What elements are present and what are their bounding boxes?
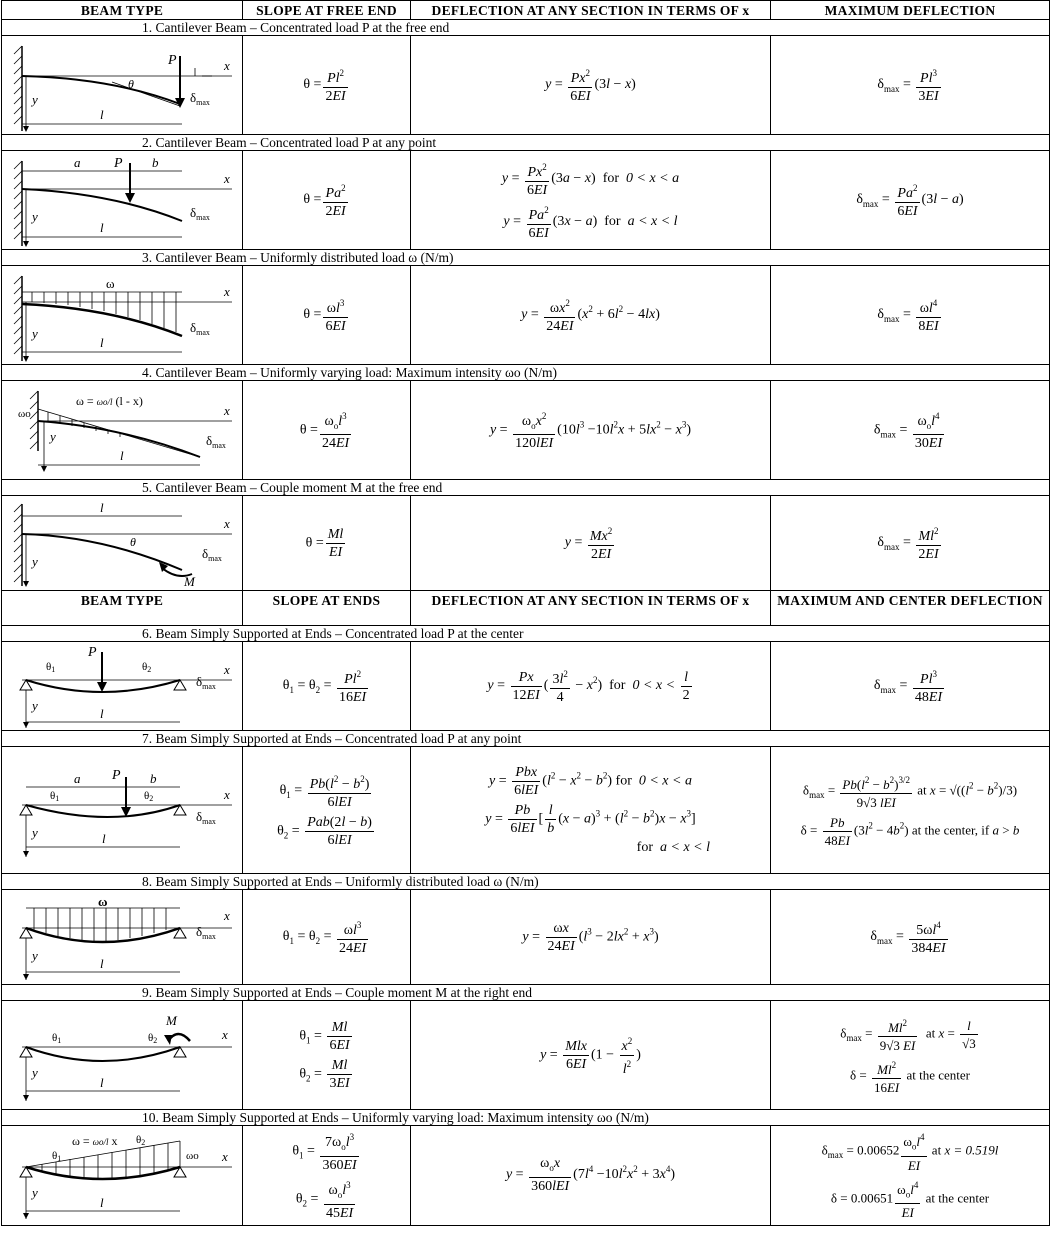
- case-7-deflection: y = Pbx 6lEI $(l^2 - x^2 - b^2)$ for 0 < x < a y = Pb 6lEI [ $\frac{l}{b}$ $(x - a)^3 + (l^2 - b^2)x - x^3$] for a < x < l: [411, 747, 771, 874]
- svg-text:l: l: [100, 1195, 104, 1211]
- case-1-caption: 1. Cantilever Beam – Concentrated load P at the free end: [2, 20, 1050, 36]
- case-8-caption: 8. Beam Simply Supported at Ends – Uniformly distributed load ω (N/m): [2, 874, 1050, 890]
- header-row-2: [2, 591, 1050, 626]
- case-6-slope: $\theta_1 = \theta_2$ = $\frac{Pl^2}{16EI}$: [243, 642, 411, 731]
- case-4-max: $\delta_{max}$ = $\omega_ol^4$ 30EI: [771, 381, 1050, 480]
- svg-text:x: x: [224, 403, 230, 418]
- svg-text:y: y: [32, 1185, 38, 1201]
- case-caption: [2, 250, 1050, 266]
- svg-text:b: b: [150, 771, 157, 786]
- case-6-max: $\delta_{max}$ = $\frac{Pl^3}{48EI}$: [771, 642, 1050, 731]
- case-5-deflection: y = $\frac{Mx^2}{2EI}$: [411, 496, 771, 591]
- case-9-diagram: [2, 1001, 243, 1110]
- case-2-diagram: [2, 151, 243, 250]
- case-9-slope: $\theta_1$ = $\frac{Ml}{6EI}$ $\theta_2$ = $\frac{Ml}{3EI}$: [243, 1001, 411, 1110]
- case-1-deflection: y = $\frac{Px^2}{6EI}$ (3l − x): [411, 36, 771, 135]
- case-4-caption: 4. Cantilever Beam – Uniformly varying load: Maximum intensity ωo (N/m): [2, 365, 1050, 381]
- svg-text:l: l: [100, 956, 104, 971]
- header-deflection: DEFLECTION AT ANY SECTION IN TERMS OF x: [411, 1, 771, 20]
- case-8-diagram: [2, 890, 243, 985]
- case-4-diagram: [2, 381, 243, 480]
- svg-text:y: y: [32, 209, 38, 224]
- case-2-caption: 2. Cantilever Beam – Concentrated load P at any point: [2, 135, 1050, 151]
- case-row: [2, 36, 1050, 135]
- svg-text:a: a: [74, 155, 81, 170]
- svg-text:l: l: [100, 220, 104, 235]
- case-7-max: $\delta_{max}$ = $Pb(l^2 - b^2)^{3/2}$ 9√3 lEI at $x = √((l^2 - b^2)/3)$ δ = $\frac{Pb}{48EI}$ $(3l^2 - 4b^2)$ at the center, if a > b: [771, 747, 1050, 874]
- case-10-slope: $\theta_1$ = $7\omega_ol^3$ 360EI $\theta_2$ = $\omega_ol^3$ 45EI: [243, 1126, 411, 1226]
- case-4-slope: θ = $\omega_ol^3$ 24EI: [243, 381, 411, 480]
- case-row: [2, 151, 1050, 250]
- svg-text:l: l: [100, 1075, 104, 1090]
- svg-text:y: y: [32, 554, 38, 569]
- svg-text:b: b: [152, 155, 159, 170]
- case-8-slope: $\theta_1 = \theta_2$ = $\frac{\omega l^3}{24EI}$: [243, 890, 411, 985]
- svg-text:θ: θ: [130, 535, 136, 549]
- case-caption: [2, 135, 1050, 151]
- svg-text:θ2: θ2: [142, 661, 152, 674]
- svg-text:l: l: [100, 335, 104, 350]
- case-3-caption: 3. Cantilever Beam – Uniformly distributed load ω (N/m): [2, 250, 1050, 266]
- svg-text:δmax: $\delta_{max}$: [190, 90, 210, 107]
- svg-text:P: P: [88, 645, 97, 660]
- case-1-max: $\delta_{max}$ = $\frac{Pl^3}{3EI}$: [771, 36, 1050, 135]
- svg-text:δmax: $\delta_{max}$: [190, 320, 210, 337]
- svg-text:P: P: [168, 53, 177, 68]
- case-caption: [2, 626, 1050, 642]
- case-row: [2, 381, 1050, 480]
- header-row-1: [2, 1, 1050, 20]
- svg-text:θ1: θ1: [52, 1032, 62, 1045]
- svg-text:M: M: [166, 1013, 177, 1028]
- svg-text:ω: ω: [106, 276, 115, 291]
- case-5-caption: 5. Cantilever Beam – Couple moment M at the free end: [2, 480, 1050, 496]
- svg-text:x: x: [222, 1027, 228, 1042]
- case-caption: [2, 1110, 1050, 1126]
- svg-text:x: x: [224, 787, 230, 802]
- beam-deflection-table: [1, 0, 1050, 1226]
- case-caption: [2, 365, 1050, 381]
- case-10-caption: 10. Beam Simply Supported at Ends – Uniformly varying load: Maximum intensity ωo (N/m): [2, 1110, 1050, 1126]
- case-caption: [2, 20, 1050, 36]
- case-row: [2, 1126, 1050, 1226]
- svg-text:θ2: θ2: [136, 1134, 146, 1148]
- case-2-max: $\delta_{max}$ = $\frac{Pa^2}{6EI}$ (3l − a): [771, 151, 1050, 250]
- header2-max-deflection: MAXIMUM AND CENTER DEFLECTION: [771, 591, 1050, 626]
- svg-text:θ2: θ2: [148, 1032, 158, 1045]
- case-10-diagram: [2, 1126, 243, 1226]
- header-beam-type: BEAM TYPE: [2, 1, 243, 20]
- svg-text:x: x: [224, 516, 230, 531]
- svg-text:x: x: [224, 284, 230, 299]
- case-3-diagram: [2, 266, 243, 365]
- svg-text:l: l: [100, 500, 104, 515]
- svg-text:x: x: [224, 58, 230, 73]
- svg-text:θ1: θ1: [50, 790, 60, 803]
- case-10-deflection: y = $\omega_ox$ 360lEI $(7l^4 -10l^2x^2 + 3x^4)$: [411, 1126, 771, 1226]
- svg-text:l: l: [100, 107, 104, 122]
- svg-text:θ1: θ1: [52, 1150, 62, 1164]
- svg-text:ω: ω: [98, 894, 108, 909]
- case-3-slope: θ = $\frac{\omega l^3}{6EI}$: [243, 266, 411, 365]
- case-row: [2, 1001, 1050, 1110]
- svg-text:x: x: [224, 171, 230, 186]
- svg-text:y: y: [32, 948, 38, 963]
- svg-text:y: y: [32, 825, 38, 840]
- case-7-diagram: [2, 747, 243, 874]
- case-3-max: $\delta_{max}$ = $\frac{\omega l^4}{8EI}$: [771, 266, 1050, 365]
- svg-text:y: y: [32, 1065, 38, 1080]
- svg-text:y: y: [32, 92, 38, 107]
- svg-text:l: l: [102, 831, 106, 846]
- case-2-slope: θ = $\frac{Pa^2}{2EI}$: [243, 151, 411, 250]
- case-9-max: $\delta_{max}$ = $\frac{Ml^2}{9√3 EI}$ at x = $\frac{l}{√3}$ δ = $\frac{Ml^2}{16EI}$ at the center: [771, 1001, 1050, 1110]
- svg-text:x: x: [222, 1149, 228, 1165]
- case-2-deflection: y = $\frac{Px^2}{6EI}$ (3a − x) for 0 < x < a y = $\frac{Pa^2}{6EI}$ (3x − a) for a < x < l: [411, 151, 771, 250]
- case-3-deflection: y = $\frac{\omega x^2}{24EI}$ $(x^2 + 6l^2 - 4lx)$: [411, 266, 771, 365]
- case-caption: [2, 985, 1050, 1001]
- case-caption: [2, 731, 1050, 747]
- case-5-max: $\delta_{max}$ = $\frac{Ml^2}{2EI}$: [771, 496, 1050, 591]
- case-1-slope: θ = $\frac{Pl^2}{2EI}$: [243, 36, 411, 135]
- case-7-caption: 7. Beam Simply Supported at Ends – Concentrated load P at any point: [2, 731, 1050, 747]
- svg-text:P: P: [114, 156, 123, 171]
- header2-beam-type: BEAM TYPE: [2, 591, 243, 626]
- svg-text:δmax: $\delta_{max}$: [190, 205, 210, 222]
- header2-slope: SLOPE AT ENDS: [243, 591, 411, 626]
- case-9-caption: 9. Beam Simply Supported at Ends – Couple moment M at the right end: [2, 985, 1050, 1001]
- svg-text:δmax: $\delta_{max}$: [196, 674, 216, 691]
- svg-text:ω = ωo/l (l - x): ω = ωo/l (l - x): [76, 394, 143, 408]
- case-6-caption: 6. Beam Simply Supported at Ends – Concentrated load P at the center: [2, 626, 1050, 642]
- svg-text:ω = ωo/l x: ω = ωo/l x: [72, 1134, 118, 1149]
- case-caption: [2, 480, 1050, 496]
- svg-text:x: x: [224, 662, 230, 677]
- case-6-deflection: y = $\frac{Px}{12EI}$ ( $\frac{3l^2}{4}$ − $x^2$) for 0 < x < $\frac{l}{2}$: [411, 642, 771, 731]
- case-row: [2, 642, 1050, 731]
- svg-text:y: y: [32, 698, 38, 713]
- case-4-deflection: y = $\omega_ox^2$ 120lEI $(10l^3 -10l^2x + 5lx^2 - x^3)$: [411, 381, 771, 480]
- case-1-diagram: [2, 36, 243, 135]
- case-7-slope: $\theta_1$ = $Pb(l^2 - b^2)$ 6lEI $\theta_2$ = Pab(2l − b) 6lEI: [243, 747, 411, 874]
- svg-text:P: P: [112, 768, 121, 783]
- case-6-diagram: [2, 642, 243, 731]
- case-row: [2, 747, 1050, 874]
- case-5-slope: θ = $\frac{Ml}{EI}$: [243, 496, 411, 591]
- case-8-deflection: y = $\frac{\omega x}{24EI}$ $(l^3 - 2lx^2 + x^3)$: [411, 890, 771, 985]
- case-10-max: $\delta_{max} = 0.00652$ $\omega_ol^4$ EI at x = 0.519l δ = 0.00651 $\omega_ol^4$ EI at the center: [771, 1126, 1050, 1226]
- svg-text:δmax: $\delta_{max}$: [206, 433, 226, 450]
- header-slope: SLOPE AT FREE END: [243, 1, 411, 20]
- svg-text:y: y: [50, 429, 56, 444]
- case-5-diagram: [2, 496, 243, 591]
- svg-text:θ: θ: [128, 77, 134, 91]
- svg-text:δmax: $\delta_{max}$: [196, 924, 216, 941]
- svg-text:θ1: θ1: [46, 661, 56, 674]
- case-row: [2, 266, 1050, 365]
- svg-text:l: l: [100, 706, 104, 721]
- svg-text:ωo: ωo: [186, 1150, 199, 1163]
- case-caption: [2, 874, 1050, 890]
- case-9-deflection: y = Mlx 6EI (1 − $\frac{x^2}{l^2}$ ): [411, 1001, 771, 1110]
- header2-deflection: DEFLECTION AT ANY SECTION IN TERMS OF x: [411, 591, 771, 626]
- svg-text:l: l: [120, 448, 124, 463]
- svg-text:x: x: [224, 908, 230, 923]
- case-row: [2, 890, 1050, 985]
- svg-text:δmax: $\delta_{max}$: [202, 546, 222, 563]
- svg-text:δmax: $\delta_{max}$: [196, 809, 216, 826]
- svg-text:a: a: [74, 771, 81, 786]
- svg-text:y: y: [32, 326, 38, 341]
- svg-text:θ2: θ2: [144, 790, 154, 803]
- header-max-deflection: MAXIMUM DEFLECTION: [771, 1, 1050, 20]
- case-8-max: $\delta_{max}$ = $\frac{5\omega l^4}{384EI}$: [771, 890, 1050, 985]
- svg-text:M: M: [184, 574, 195, 589]
- svg-text:ωo: ωo: [18, 408, 31, 420]
- case-row: [2, 496, 1050, 591]
